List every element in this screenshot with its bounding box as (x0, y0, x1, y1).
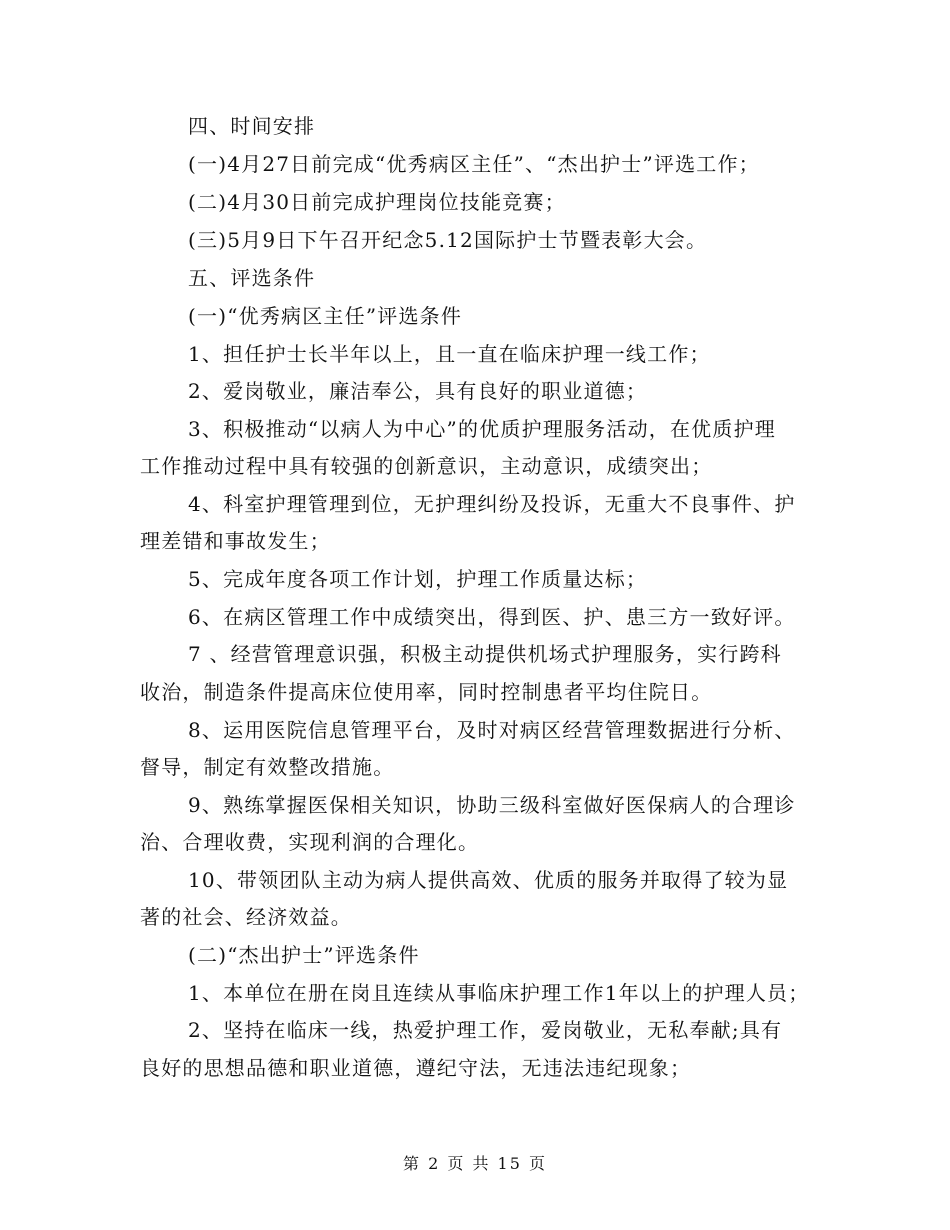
subheading-ward-director: (一)“优秀病区主任”评选条件 (188, 304, 463, 328)
criteria-item: 9、熟练掌握医保相关知识，协助三级科室做好医保病人的合理诊 (188, 793, 796, 817)
criteria-item: 3、积极推动“以病人为中心”的优质护理服务活动，在优质护理 (188, 417, 776, 441)
criteria-item-continued: 治、合理收费，实现利润的合理化。 (140, 830, 480, 854)
criteria-item: 6、在病区管理工作中成绩突出，得到医、护、患三方一致好评。 (188, 605, 796, 629)
criteria-item-continued: 督导，制定有效整改措施。 (140, 755, 395, 779)
page-footer: 第 2 页 共 15 页 (403, 1154, 547, 1173)
criteria-item: 10、带领团队主动为病人提供高效、优质的服务并取得了较为显 (188, 868, 789, 892)
criteria-item-continued: 著的社会、经济效益。 (140, 905, 352, 929)
schedule-item: (二)4月30日前完成护理岗位技能竞赛； (188, 190, 566, 214)
criteria-item: 2、坚持在临床一线，热爱护理工作，爱岗敬业，无私奉献;具有 (188, 1018, 783, 1042)
criteria-item-continued: 工作推动过程中具有较强的创新意识，主动意识，成绩突出； (140, 454, 713, 478)
criteria-item: 8、运用医院信息管理平台，及时对病区经营管理数据进行分析、 (188, 718, 796, 742)
schedule-item: (一)4月27日前完成“优秀病区主任”、“杰出护士”评选工作； (188, 152, 760, 176)
criteria-item: 2、爱岗敬业，廉洁奉公，具有良好的职业道德； (188, 379, 648, 403)
heading-schedule: 四、时间安排 (188, 114, 316, 138)
criteria-item-continued: 理差错和事故发生； (140, 529, 331, 553)
criteria-item: 1、本单位在册在岗且连续从事临床护理工作1年以上的护理人员； (188, 981, 810, 1005)
schedule-item: (三)5月9日下午召开纪念5.12国际护士节暨表彰大会。 (188, 228, 708, 252)
subheading-outstanding-nurse: (二)“杰出护士”评选条件 (188, 943, 420, 967)
criteria-item: 1、担任护士长半年以上，且一直在临床护理一线工作； (188, 342, 711, 366)
criteria-item-continued: 收治，制造条件提高床位使用率，同时控制患者平均住院日。 (140, 680, 713, 704)
criteria-item: 4、科室护理管理到位，无护理纠纷及投诉，无重大不良事件、护 (188, 492, 796, 516)
criteria-item-continued: 良好的思想品德和职业道德，遵纪守法，无违法违纪现象； (140, 1056, 692, 1080)
heading-criteria: 五、评选条件 (188, 266, 316, 290)
criteria-item: 7 、经营管理意识强，积极主动提供机场式护理服务，实行跨科 (188, 642, 782, 666)
criteria-item: 5、完成年度各项工作计划，护理工作质量达标； (188, 567, 648, 591)
